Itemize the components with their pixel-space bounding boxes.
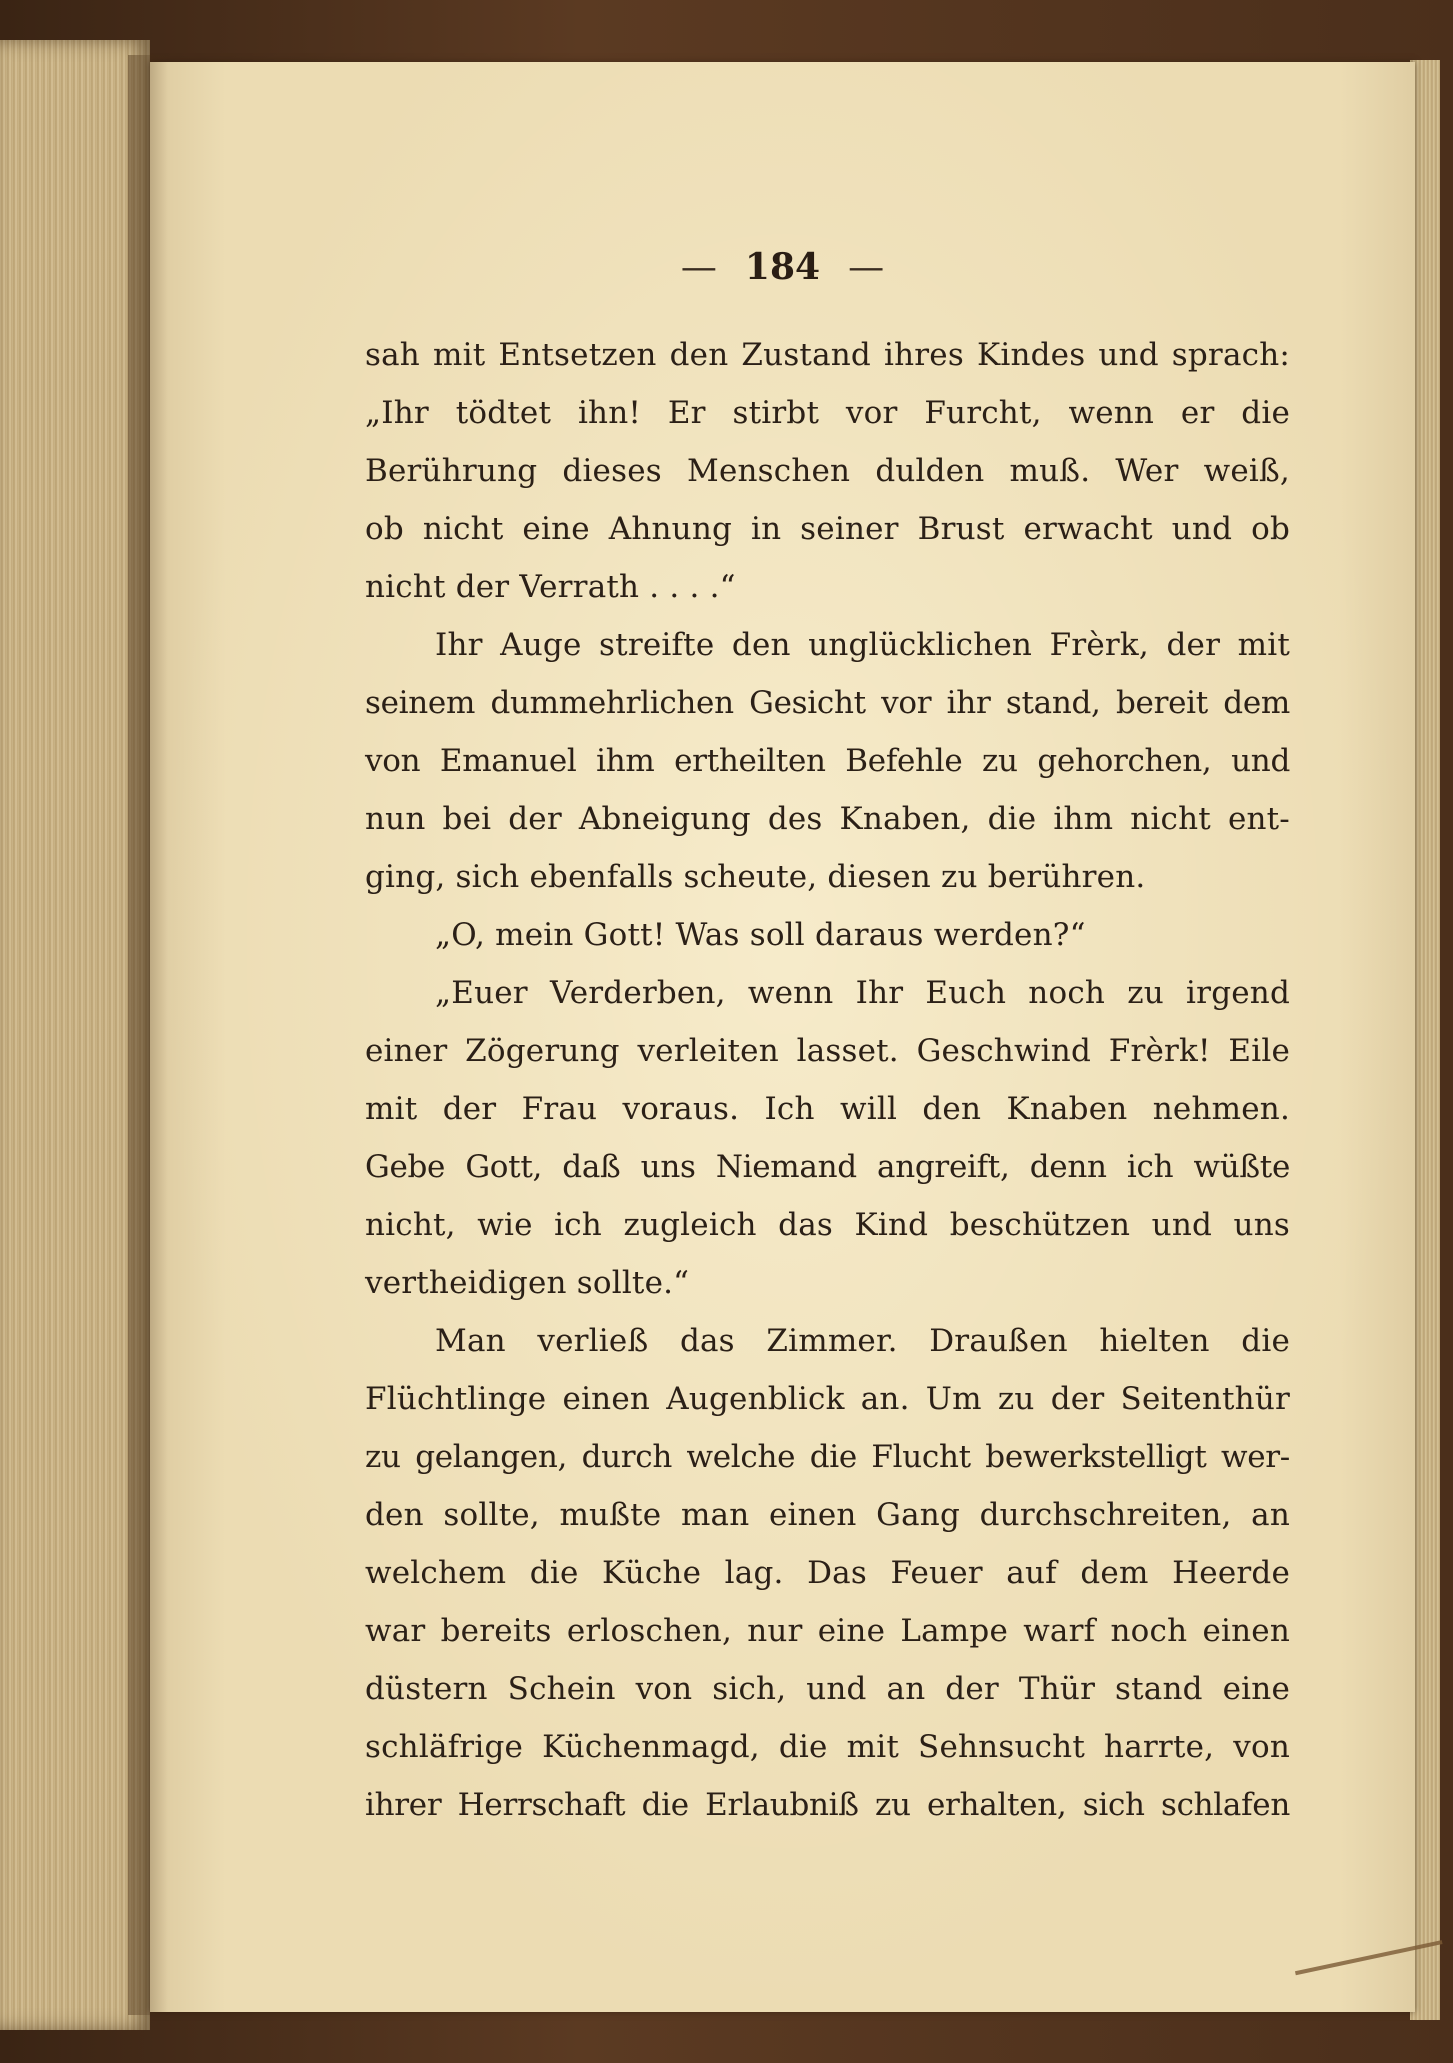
- text-line: ob nicht eine Ahnung in seiner Brust erwacht und ob: [365, 511, 1290, 547]
- text-line: welchem die Küche lag. Das Feuer auf dem Heerde: [365, 1555, 1290, 1591]
- text-line: Gebe Gott, daß uns Niemand angreift, denn ich wüßte: [365, 1149, 1290, 1185]
- page-header: [150, 246, 1415, 296]
- text-line: „Ihr tödtet ihn! Er stirbt vor Furcht, wenn er die: [365, 395, 1290, 431]
- text-line: mit der Frau voraus. Ich will den Knaben nehmen.: [365, 1091, 1290, 1127]
- text-line: einer Zögerung verleiten lasset. Geschwind Frèrk! Eile: [365, 1033, 1290, 1069]
- text-line: Ihr Auge streifte den unglücklichen Frèrk, der mit: [435, 627, 1290, 663]
- text-line: ging, sich ebenfalls scheute, diesen zu berühren.: [365, 859, 1146, 895]
- text-line: war bereits erloschen, nur eine Lampe warf noch einen: [365, 1613, 1290, 1649]
- text-line: nicht der Verrath . . . .“: [365, 569, 736, 605]
- body-text: [365, 326, 1290, 1834]
- spine-shadow: [128, 55, 168, 2015]
- text-line: nun bei der Abneigung des Knaben, die ihm nicht ent-: [365, 801, 1290, 837]
- text-line: den sollte, mußte man einen Gang durchschreiten, an: [365, 1497, 1290, 1533]
- text-line: nicht, wie ich zugleich das Kind beschützen und uns: [365, 1207, 1290, 1243]
- header-dash-right: —: [848, 247, 885, 288]
- text-line: sah mit Entsetzen den Zustand ihres Kindes und sprach:: [365, 337, 1290, 373]
- text-line: Flüchtlinge einen Augenblick an. Um zu der Seitenthür: [365, 1381, 1290, 1417]
- text-line: zu gelangen, durch welche die Flucht bewerkstelligt wer-: [365, 1439, 1290, 1475]
- text-line: vertheidigen sollte.“: [365, 1265, 690, 1301]
- text-line: düstern Schein von sich, und an der Thür stand eine: [365, 1671, 1290, 1707]
- text-line: „Euer Verderben, wenn Ihr Euch noch zu irgend: [435, 975, 1290, 1011]
- header-dash-left: —: [680, 247, 717, 288]
- text-line: „O, mein Gott! Was soll daraus werden?“: [435, 917, 1086, 953]
- text-line: Berührung dieses Menschen dulden muß. Wer weiß,: [365, 453, 1290, 489]
- text-line: Man verließ das Zimmer. Draußen hielten die: [435, 1323, 1290, 1359]
- page-number: 184: [744, 246, 821, 288]
- text-line: seinem dummehrlichen Gesicht vor ihr stand, bereit dem: [365, 685, 1290, 721]
- text-line: ihrer Herrschaft die Erlaubniß zu erhalten, sich schlafen: [365, 1787, 1290, 1823]
- text-line: schläfrige Küchenmagd, die mit Sehnsucht harrte, von: [365, 1729, 1290, 1765]
- text-line: von Emanuel ihm ertheilten Befehle zu gehorchen, und: [365, 743, 1290, 779]
